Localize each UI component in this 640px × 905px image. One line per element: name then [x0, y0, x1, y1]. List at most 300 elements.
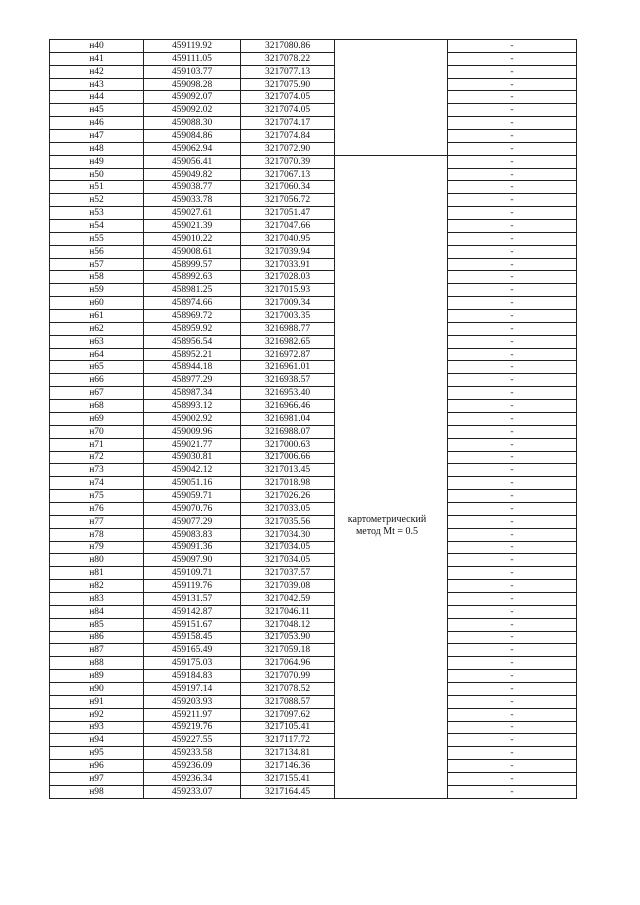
y-coordinate-cell: 3217003.35 — [241, 310, 335, 323]
y-coordinate-cell: 3217146.36 — [241, 760, 335, 773]
note-cell: - — [448, 40, 577, 53]
y-coordinate-cell: 3217040.95 — [241, 232, 335, 245]
note-cell: - — [448, 322, 577, 335]
x-coordinate-cell: 459151.67 — [144, 618, 241, 631]
method-cell — [335, 297, 448, 310]
x-coordinate-cell: 459008.61 — [144, 245, 241, 258]
y-coordinate-cell: 3216938.57 — [241, 374, 335, 387]
point-id-cell: н96 — [50, 760, 144, 773]
method-cell — [335, 644, 448, 657]
point-id-cell: н92 — [50, 708, 144, 721]
method-cell — [335, 400, 448, 413]
x-coordinate-cell: 458992.63 — [144, 271, 241, 284]
x-coordinate-cell: 458977.29 — [144, 374, 241, 387]
point-id-cell: н58 — [50, 271, 144, 284]
x-coordinate-cell: 459056.41 — [144, 155, 241, 168]
x-coordinate-cell: 459211.97 — [144, 708, 241, 721]
note-cell: - — [448, 760, 577, 773]
point-id-cell: н55 — [50, 232, 144, 245]
method-cell — [335, 451, 448, 464]
point-id-cell: н76 — [50, 502, 144, 515]
note-cell: - — [448, 618, 577, 631]
note-cell: - — [448, 670, 577, 683]
note-cell: - — [448, 438, 577, 451]
y-coordinate-cell: 3217074.05 — [241, 104, 335, 117]
point-id-cell: н59 — [50, 284, 144, 297]
x-coordinate-cell: 459103.77 — [144, 65, 241, 78]
note-cell: - — [448, 412, 577, 425]
point-id-cell: н81 — [50, 567, 144, 580]
y-coordinate-cell: 3217134.81 — [241, 747, 335, 760]
note-cell: - — [448, 52, 577, 65]
x-coordinate-cell: 459165.49 — [144, 644, 241, 657]
note-cell: - — [448, 117, 577, 130]
method-cell — [335, 425, 448, 438]
method-cell — [335, 194, 448, 207]
point-id-cell: н91 — [50, 695, 144, 708]
x-coordinate-cell: 459038.77 — [144, 181, 241, 194]
x-coordinate-cell: 459175.03 — [144, 657, 241, 670]
note-cell: - — [448, 567, 577, 580]
table-row — [50, 387, 577, 400]
table-row — [50, 682, 577, 695]
method-cell — [335, 760, 448, 773]
y-coordinate-cell: 3217028.03 — [241, 271, 335, 284]
x-coordinate-cell: 459010.22 — [144, 232, 241, 245]
note-cell: - — [448, 708, 577, 721]
x-coordinate-cell: 459084.86 — [144, 130, 241, 143]
note-cell: - — [448, 104, 577, 117]
method-cell — [335, 670, 448, 683]
x-coordinate-cell: 459030.81 — [144, 451, 241, 464]
table-row — [50, 721, 577, 734]
note-cell: - — [448, 220, 577, 233]
method-cell — [335, 232, 448, 245]
table-row — [50, 245, 577, 258]
x-coordinate-cell: 459092.07 — [144, 91, 241, 104]
method-cell — [335, 220, 448, 233]
x-coordinate-cell: 459062.94 — [144, 142, 241, 155]
note-cell: - — [448, 78, 577, 91]
table-row — [50, 181, 577, 194]
note-cell: - — [448, 181, 577, 194]
method-label-line2: метод Mt = 0.5 — [355, 526, 419, 537]
note-cell: - — [448, 580, 577, 593]
method-cell — [335, 322, 448, 335]
note-cell: - — [448, 502, 577, 515]
x-coordinate-cell: 459111.05 — [144, 52, 241, 65]
method-cell — [335, 65, 448, 78]
note-cell: - — [448, 772, 577, 785]
x-coordinate-cell: 459119.92 — [144, 40, 241, 53]
table-row — [50, 438, 577, 451]
y-coordinate-cell: 3216972.87 — [241, 348, 335, 361]
x-coordinate-cell: 459002.92 — [144, 412, 241, 425]
x-coordinate-cell: 459233.58 — [144, 747, 241, 760]
y-coordinate-cell: 3217070.39 — [241, 155, 335, 168]
note-cell: - — [448, 554, 577, 567]
point-id-cell: н44 — [50, 91, 144, 104]
y-coordinate-cell: 3217042.59 — [241, 592, 335, 605]
x-coordinate-cell: 459091.36 — [144, 541, 241, 554]
x-coordinate-cell: 459236.34 — [144, 772, 241, 785]
point-id-cell: н46 — [50, 117, 144, 130]
method-cell — [335, 438, 448, 451]
y-coordinate-cell: 3217048.12 — [241, 618, 335, 631]
y-coordinate-cell: 3217070.99 — [241, 670, 335, 683]
note-cell: - — [448, 65, 577, 78]
note-cell: - — [448, 271, 577, 284]
y-coordinate-cell: 3217117.72 — [241, 734, 335, 747]
method-cell — [335, 52, 448, 65]
note-cell: - — [448, 644, 577, 657]
x-coordinate-cell: 459219.76 — [144, 721, 241, 734]
note-cell: - — [448, 91, 577, 104]
method-cell — [335, 721, 448, 734]
y-coordinate-cell: 3217077.13 — [241, 65, 335, 78]
note-cell: - — [448, 284, 577, 297]
x-coordinate-cell: 459059.71 — [144, 490, 241, 503]
point-id-cell: н82 — [50, 580, 144, 593]
y-coordinate-cell: 3216982.65 — [241, 335, 335, 348]
note-cell: - — [448, 425, 577, 438]
note-cell: - — [448, 297, 577, 310]
point-id-cell: н48 — [50, 142, 144, 155]
note-cell: - — [448, 605, 577, 618]
coordinates-table-body — [50, 40, 577, 799]
note-cell: - — [448, 232, 577, 245]
y-coordinate-cell: 3217074.17 — [241, 117, 335, 130]
point-id-cell: н79 — [50, 541, 144, 554]
table-row — [50, 310, 577, 323]
note-cell: - — [448, 464, 577, 477]
table-row — [50, 297, 577, 310]
y-coordinate-cell: 3217018.98 — [241, 477, 335, 490]
point-id-cell: н67 — [50, 387, 144, 400]
y-coordinate-cell: 3217033.91 — [241, 258, 335, 271]
x-coordinate-cell: 459184.83 — [144, 670, 241, 683]
y-coordinate-cell: 3217051.47 — [241, 207, 335, 220]
point-id-cell: н74 — [50, 477, 144, 490]
y-coordinate-cell: 3216988.77 — [241, 322, 335, 335]
note-cell: - — [448, 387, 577, 400]
point-id-cell: н41 — [50, 52, 144, 65]
method-cell — [335, 40, 448, 53]
table-row — [50, 670, 577, 683]
y-coordinate-cell: 3217034.30 — [241, 528, 335, 541]
table-row — [50, 335, 577, 348]
y-coordinate-cell: 3217053.90 — [241, 631, 335, 644]
point-id-cell: н63 — [50, 335, 144, 348]
coordinates-table — [49, 39, 577, 799]
note-cell: - — [448, 734, 577, 747]
note-cell: - — [448, 515, 577, 528]
y-coordinate-cell: 3217072.90 — [241, 142, 335, 155]
point-id-cell: н65 — [50, 361, 144, 374]
point-id-cell: н95 — [50, 747, 144, 760]
note-cell: - — [448, 541, 577, 554]
y-coordinate-cell: 3217039.08 — [241, 580, 335, 593]
point-id-cell: н72 — [50, 451, 144, 464]
method-cell — [335, 412, 448, 425]
point-id-cell: н43 — [50, 78, 144, 91]
method-cell — [335, 734, 448, 747]
x-coordinate-cell: 459233.07 — [144, 785, 241, 798]
note-cell: - — [448, 451, 577, 464]
x-coordinate-cell: 459203.93 — [144, 695, 241, 708]
x-coordinate-cell: 458993.12 — [144, 400, 241, 413]
method-cell — [335, 348, 448, 361]
point-id-cell: н87 — [50, 644, 144, 657]
y-coordinate-cell: 3217078.22 — [241, 52, 335, 65]
method-cell — [335, 541, 448, 554]
table-row — [50, 464, 577, 477]
x-coordinate-cell: 459098.28 — [144, 78, 241, 91]
method-cell — [335, 335, 448, 348]
point-id-cell: н68 — [50, 400, 144, 413]
y-coordinate-cell: 3217074.05 — [241, 91, 335, 104]
x-coordinate-cell: 459042.12 — [144, 464, 241, 477]
point-id-cell: н69 — [50, 412, 144, 425]
x-coordinate-cell: 459088.30 — [144, 117, 241, 130]
method-cell — [335, 168, 448, 181]
method-cell — [335, 258, 448, 271]
y-coordinate-cell: 3216988.07 — [241, 425, 335, 438]
note-cell: - — [448, 785, 577, 798]
y-coordinate-cell: 3217026.26 — [241, 490, 335, 503]
y-coordinate-cell: 3217078.52 — [241, 682, 335, 695]
y-coordinate-cell: 3216981.04 — [241, 412, 335, 425]
x-coordinate-cell: 459051.16 — [144, 477, 241, 490]
x-coordinate-cell: 459097.90 — [144, 554, 241, 567]
method-cell — [335, 785, 448, 798]
point-id-cell: н57 — [50, 258, 144, 271]
note-cell: - — [448, 348, 577, 361]
table-row — [50, 772, 577, 785]
point-id-cell: н90 — [50, 682, 144, 695]
table-row — [50, 232, 577, 245]
x-coordinate-cell: 459033.78 — [144, 194, 241, 207]
method-cell — [335, 605, 448, 618]
table-row — [50, 155, 577, 168]
table-row — [50, 374, 577, 387]
point-id-cell: н94 — [50, 734, 144, 747]
x-coordinate-cell: 458944.18 — [144, 361, 241, 374]
method-cell — [335, 747, 448, 760]
x-coordinate-cell: 459236.09 — [144, 760, 241, 773]
point-id-cell: н71 — [50, 438, 144, 451]
point-id-cell: н80 — [50, 554, 144, 567]
point-id-cell: н75 — [50, 490, 144, 503]
note-cell: - — [448, 207, 577, 220]
point-id-cell: н62 — [50, 322, 144, 335]
x-coordinate-cell: 459109.71 — [144, 567, 241, 580]
y-coordinate-cell: 3217059.18 — [241, 644, 335, 657]
method-cell — [335, 374, 448, 387]
point-id-cell: н93 — [50, 721, 144, 734]
y-coordinate-cell: 3217164.45 — [241, 785, 335, 798]
method-cell — [335, 618, 448, 631]
x-coordinate-cell: 458959.92 — [144, 322, 241, 335]
point-id-cell: н70 — [50, 425, 144, 438]
point-id-cell: н52 — [50, 194, 144, 207]
point-id-cell: н60 — [50, 297, 144, 310]
y-coordinate-cell: 3217015.93 — [241, 284, 335, 297]
table-row — [50, 528, 577, 541]
table-row — [50, 194, 577, 207]
point-id-cell: н77 — [50, 515, 144, 528]
y-coordinate-cell: 3217035.56 — [241, 515, 335, 528]
note-cell: - — [448, 631, 577, 644]
x-coordinate-cell: 459131.57 — [144, 592, 241, 605]
table-row — [50, 65, 577, 78]
method-cell — [335, 772, 448, 785]
point-id-cell: н78 — [50, 528, 144, 541]
note-cell: - — [448, 310, 577, 323]
point-id-cell: н88 — [50, 657, 144, 670]
method-cell — [335, 310, 448, 323]
y-coordinate-cell: 3217034.05 — [241, 541, 335, 554]
method-cell — [335, 657, 448, 670]
y-coordinate-cell: 3216953.40 — [241, 387, 335, 400]
y-coordinate-cell: 3217064.96 — [241, 657, 335, 670]
method-label-line1: картометрический — [347, 514, 427, 525]
table-row — [50, 760, 577, 773]
table-row — [50, 284, 577, 297]
y-coordinate-cell: 3217097.62 — [241, 708, 335, 721]
x-coordinate-cell: 458974.66 — [144, 297, 241, 310]
x-coordinate-cell: 459009.96 — [144, 425, 241, 438]
note-cell: - — [448, 335, 577, 348]
note-cell: - — [448, 194, 577, 207]
method-cell — [335, 181, 448, 194]
x-coordinate-cell: 459119.76 — [144, 580, 241, 593]
y-coordinate-cell: 3217037.57 — [241, 567, 335, 580]
table-row — [50, 348, 577, 361]
y-coordinate-cell: 3216966.46 — [241, 400, 335, 413]
note-cell: - — [448, 592, 577, 605]
x-coordinate-cell: 459197.14 — [144, 682, 241, 695]
method-cell — [335, 708, 448, 721]
table-row — [50, 515, 577, 528]
table-row — [50, 580, 577, 593]
table-row — [50, 91, 577, 104]
method-cell — [335, 78, 448, 91]
table-row — [50, 554, 577, 567]
method-cell — [335, 104, 448, 117]
table-row — [50, 220, 577, 233]
table-row — [50, 747, 577, 760]
table-row — [50, 734, 577, 747]
table-row — [50, 142, 577, 155]
note-cell: - — [448, 245, 577, 258]
method-label — [331, 514, 443, 538]
x-coordinate-cell: 458969.72 — [144, 310, 241, 323]
point-id-cell: н54 — [50, 220, 144, 233]
point-id-cell: н73 — [50, 464, 144, 477]
y-coordinate-cell: 3217056.72 — [241, 194, 335, 207]
y-coordinate-cell: 3217060.34 — [241, 181, 335, 194]
x-coordinate-cell: 459158.45 — [144, 631, 241, 644]
method-cell — [335, 695, 448, 708]
y-coordinate-cell: 3217047.66 — [241, 220, 335, 233]
table-row — [50, 785, 577, 798]
x-coordinate-cell: 458952.21 — [144, 348, 241, 361]
note-cell: - — [448, 258, 577, 271]
method-cell — [335, 245, 448, 258]
y-coordinate-cell: 3217034.05 — [241, 554, 335, 567]
method-cell — [335, 554, 448, 567]
note-cell: - — [448, 361, 577, 374]
table-row — [50, 168, 577, 181]
y-coordinate-cell: 3217080.86 — [241, 40, 335, 53]
table-row — [50, 592, 577, 605]
table-row — [50, 425, 577, 438]
point-id-cell: н83 — [50, 592, 144, 605]
table-row — [50, 130, 577, 143]
method-cell — [335, 464, 448, 477]
point-id-cell: н47 — [50, 130, 144, 143]
table-row — [50, 322, 577, 335]
point-id-cell: н53 — [50, 207, 144, 220]
table-row — [50, 117, 577, 130]
method-cell — [335, 580, 448, 593]
table-row — [50, 631, 577, 644]
note-cell: - — [448, 657, 577, 670]
table-row — [50, 502, 577, 515]
table-row — [50, 412, 577, 425]
note-cell: - — [448, 155, 577, 168]
point-id-cell: н50 — [50, 168, 144, 181]
table-row — [50, 104, 577, 117]
x-coordinate-cell: 459142.87 — [144, 605, 241, 618]
table-row — [50, 271, 577, 284]
table-row — [50, 708, 577, 721]
x-coordinate-cell: 459049.82 — [144, 168, 241, 181]
note-cell: - — [448, 682, 577, 695]
x-coordinate-cell: 459092.02 — [144, 104, 241, 117]
method-cell — [335, 155, 448, 168]
method-cell — [335, 361, 448, 374]
y-coordinate-cell: 3217046.11 — [241, 605, 335, 618]
note-cell: - — [448, 490, 577, 503]
x-coordinate-cell: 459227.55 — [144, 734, 241, 747]
method-cell — [335, 387, 448, 400]
y-coordinate-cell: 3217067.13 — [241, 168, 335, 181]
point-id-cell: н97 — [50, 772, 144, 785]
point-id-cell: н64 — [50, 348, 144, 361]
note-cell: - — [448, 168, 577, 181]
note-cell: - — [448, 695, 577, 708]
note-cell: - — [448, 721, 577, 734]
note-cell: - — [448, 747, 577, 760]
method-cell — [335, 631, 448, 644]
method-cell — [335, 271, 448, 284]
x-coordinate-cell: 459021.39 — [144, 220, 241, 233]
point-id-cell: н51 — [50, 181, 144, 194]
point-id-cell: н89 — [50, 670, 144, 683]
point-id-cell: н49 — [50, 155, 144, 168]
y-coordinate-cell: 3217075.90 — [241, 78, 335, 91]
point-id-cell: н98 — [50, 785, 144, 798]
x-coordinate-cell: 458987.34 — [144, 387, 241, 400]
y-coordinate-cell: 3217105.41 — [241, 721, 335, 734]
table-row — [50, 541, 577, 554]
table-row — [50, 490, 577, 503]
point-id-cell: н40 — [50, 40, 144, 53]
y-coordinate-cell: 3217074.84 — [241, 130, 335, 143]
method-cell — [335, 490, 448, 503]
